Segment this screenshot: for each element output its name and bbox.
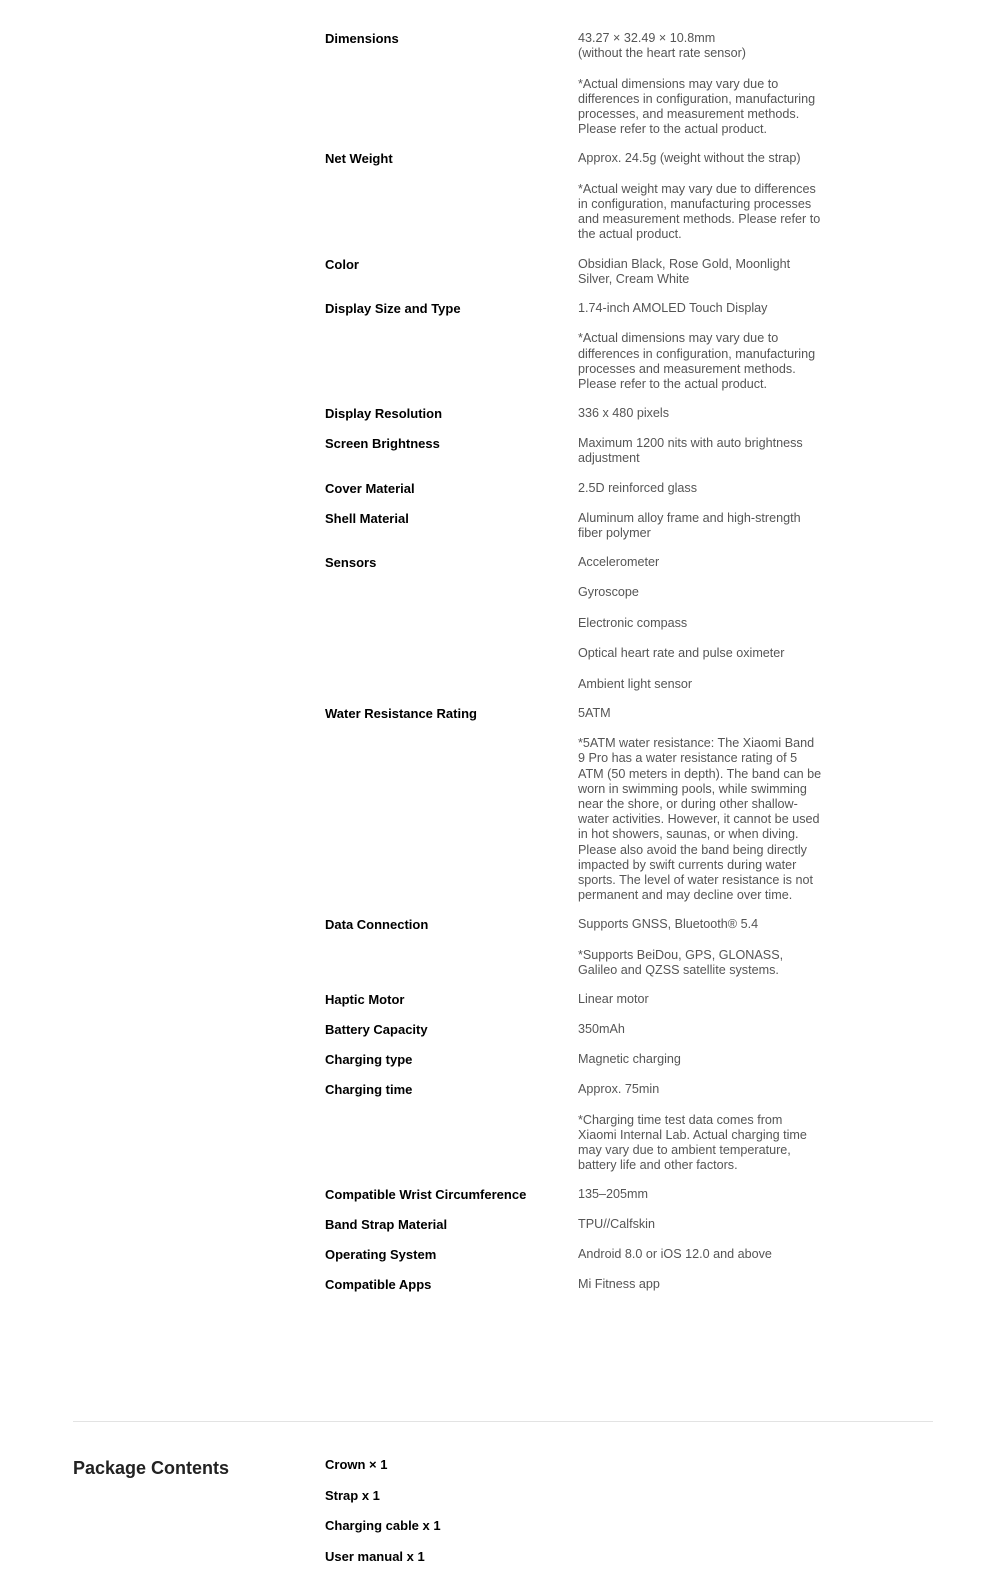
spec-label: Color bbox=[325, 256, 359, 272]
spec-row-dimensions bbox=[325, 31, 825, 137]
spec-value: Supports GNSS, Bluetooth® 5.4 bbox=[578, 917, 759, 932]
spec-values bbox=[578, 511, 823, 541]
spec-values bbox=[578, 917, 823, 978]
spec-label: Charging type bbox=[325, 1052, 413, 1068]
spec-values bbox=[578, 301, 823, 392]
spec-label: Display Size and Type bbox=[325, 301, 461, 317]
spec-row-battery-capacity bbox=[325, 1022, 825, 1038]
spec-note: *Actual weight may vary due to differences in configuration, manufacturing processes and measurement methods. Please refer to the actual product. bbox=[578, 181, 821, 242]
spec-values bbox=[578, 1082, 823, 1173]
spec-row-compatible-apps bbox=[325, 1277, 825, 1293]
package-item: Crown × 1 bbox=[325, 1457, 388, 1472]
spec-value: 135–205mm bbox=[578, 1187, 649, 1202]
spec-values bbox=[578, 706, 823, 904]
package-contents-list bbox=[325, 1457, 441, 1579]
spec-row-water-resistance bbox=[325, 706, 825, 904]
spec-value: Aluminum alloy frame and high-strength fiber polymer bbox=[578, 510, 801, 540]
spec-label: Dimensions bbox=[325, 31, 399, 46]
spec-value: 2.5D reinforced glass bbox=[578, 480, 698, 495]
package-contents-title: Package Contents bbox=[73, 1458, 230, 1478]
spec-values bbox=[578, 1187, 823, 1202]
spec-row-net-weight bbox=[325, 151, 825, 242]
spec-values bbox=[578, 406, 823, 421]
spec-values bbox=[578, 992, 823, 1007]
spec-note: *Supports BeiDou, GPS, GLONASS, Galileo and QZSS satellite systems. bbox=[578, 947, 784, 978]
spec-label: Screen Brightness bbox=[325, 436, 440, 452]
spec-label: Compatible Wrist Circumference bbox=[325, 1187, 527, 1203]
spec-label: Net Weight bbox=[325, 151, 393, 167]
spec-values bbox=[578, 436, 823, 466]
spec-value: Electronic compass bbox=[578, 615, 688, 630]
spec-row-haptic-motor bbox=[325, 992, 825, 1008]
spec-value: 336 x 480 pixels bbox=[578, 406, 670, 421]
spec-label: Data Connection bbox=[325, 917, 429, 933]
spec-row-shell-material bbox=[325, 511, 825, 541]
spec-note: *Charging time test data comes from Xiaomi Internal Lab. Actual charging time may vary due to ambient temperature, battery life and other factors. bbox=[578, 1112, 807, 1173]
spec-label: Cover Material bbox=[325, 480, 415, 496]
spec-value: Linear motor bbox=[578, 992, 649, 1007]
spec-values bbox=[578, 1052, 823, 1067]
spec-row-charging-time bbox=[325, 1082, 825, 1173]
spec-label: Charging time bbox=[325, 1082, 413, 1098]
package-item: Charging cable x 1 bbox=[325, 1518, 441, 1534]
spec-row-display-resolution bbox=[325, 406, 825, 422]
spec-value: Magnetic charging bbox=[578, 1052, 681, 1067]
spec-values bbox=[578, 555, 823, 692]
spec-value: Gyroscope bbox=[578, 585, 639, 600]
spec-values bbox=[578, 481, 823, 496]
spec-values bbox=[578, 1022, 823, 1037]
spec-values bbox=[578, 257, 823, 287]
spec-value: 1.74-inch AMOLED Touch Display bbox=[578, 301, 768, 316]
spec-row-color bbox=[325, 257, 825, 287]
spec-label: Operating System bbox=[325, 1247, 437, 1263]
spec-table bbox=[325, 31, 825, 1307]
spec-value: Optical heart rate and pulse oximeter bbox=[578, 646, 785, 661]
spec-row-sensors bbox=[325, 555, 825, 692]
spec-label: Shell Material bbox=[325, 510, 409, 526]
spec-label: Band Strap Material bbox=[325, 1217, 448, 1233]
spec-values bbox=[578, 1277, 823, 1292]
spec-value: Approx. 24.5g (weight without the strap) bbox=[578, 151, 801, 166]
spec-value: Android 8.0 or iOS 12.0 and above bbox=[578, 1247, 772, 1262]
spec-value: Maximum 1200 nits with auto brightness adjustment bbox=[578, 436, 803, 466]
package-item: User manual x 1 bbox=[325, 1548, 425, 1564]
spec-value: Approx. 75min bbox=[578, 1082, 660, 1097]
package-item: Strap x 1 bbox=[325, 1487, 380, 1503]
spec-values bbox=[578, 1217, 823, 1232]
spec-note: *5ATM water resistance: The Xiaomi Band 9 Pro has a water resistance rating of 5 ATM (50 meters in depth). The band can be worn in swimming pools, while swimming near the shore, or during other shallow-water activities. However, it cannot be used in hot showers, saunas, or when diving. Please also avoid the band being directly impacted by swift currents during water sports. The level of water resistance is not permanent and may decline over time. bbox=[578, 736, 822, 903]
spec-row-display-size bbox=[325, 301, 825, 392]
spec-values bbox=[578, 151, 823, 242]
spec-values bbox=[578, 1247, 823, 1262]
spec-value: 350mAh bbox=[578, 1022, 625, 1037]
spec-label: Display Resolution bbox=[325, 406, 443, 422]
spec-value: Ambient light sensor bbox=[578, 676, 693, 691]
spec-note: *Actual dimensions may vary due to differences in configuration, manufacturing processes and measurement methods. Please refer to the actual product. bbox=[578, 331, 816, 392]
spec-row-charging-type bbox=[325, 1052, 825, 1068]
spec-label: Sensors bbox=[325, 555, 377, 571]
spec-note: *Actual dimensions may vary due to differences in configuration, manufacturing processes, and measurement methods. Please refer to the actual product. bbox=[578, 76, 816, 137]
spec-row-wrist-circumference bbox=[325, 1187, 825, 1203]
spec-row-cover-material bbox=[325, 481, 825, 497]
spec-row-screen-brightness bbox=[325, 436, 825, 466]
spec-row-data-connection bbox=[325, 917, 825, 978]
spec-label: Battery Capacity bbox=[325, 1022, 428, 1038]
spec-value bbox=[578, 31, 823, 61]
spec-value: 5ATM bbox=[578, 705, 611, 720]
spec-row-operating-system bbox=[325, 1247, 825, 1263]
section-divider bbox=[73, 1421, 933, 1422]
spec-value-line: 43.27 × 32.49 × 10.8mm (without the heart rate sensor) bbox=[578, 31, 746, 61]
spec-row-strap-material bbox=[325, 1217, 825, 1233]
spec-label: Water Resistance Rating bbox=[325, 705, 477, 721]
spec-value: Accelerometer bbox=[578, 555, 660, 570]
spec-values bbox=[578, 31, 823, 137]
spec-value: Mi Fitness app bbox=[578, 1277, 660, 1292]
spec-value: TPU//Calfskin bbox=[578, 1217, 655, 1232]
spec-value: Obsidian Black, Rose Gold, Moonlight Silver, Cream White bbox=[578, 256, 791, 286]
spec-label: Haptic Motor bbox=[325, 992, 405, 1008]
spec-label: Compatible Apps bbox=[325, 1277, 432, 1293]
